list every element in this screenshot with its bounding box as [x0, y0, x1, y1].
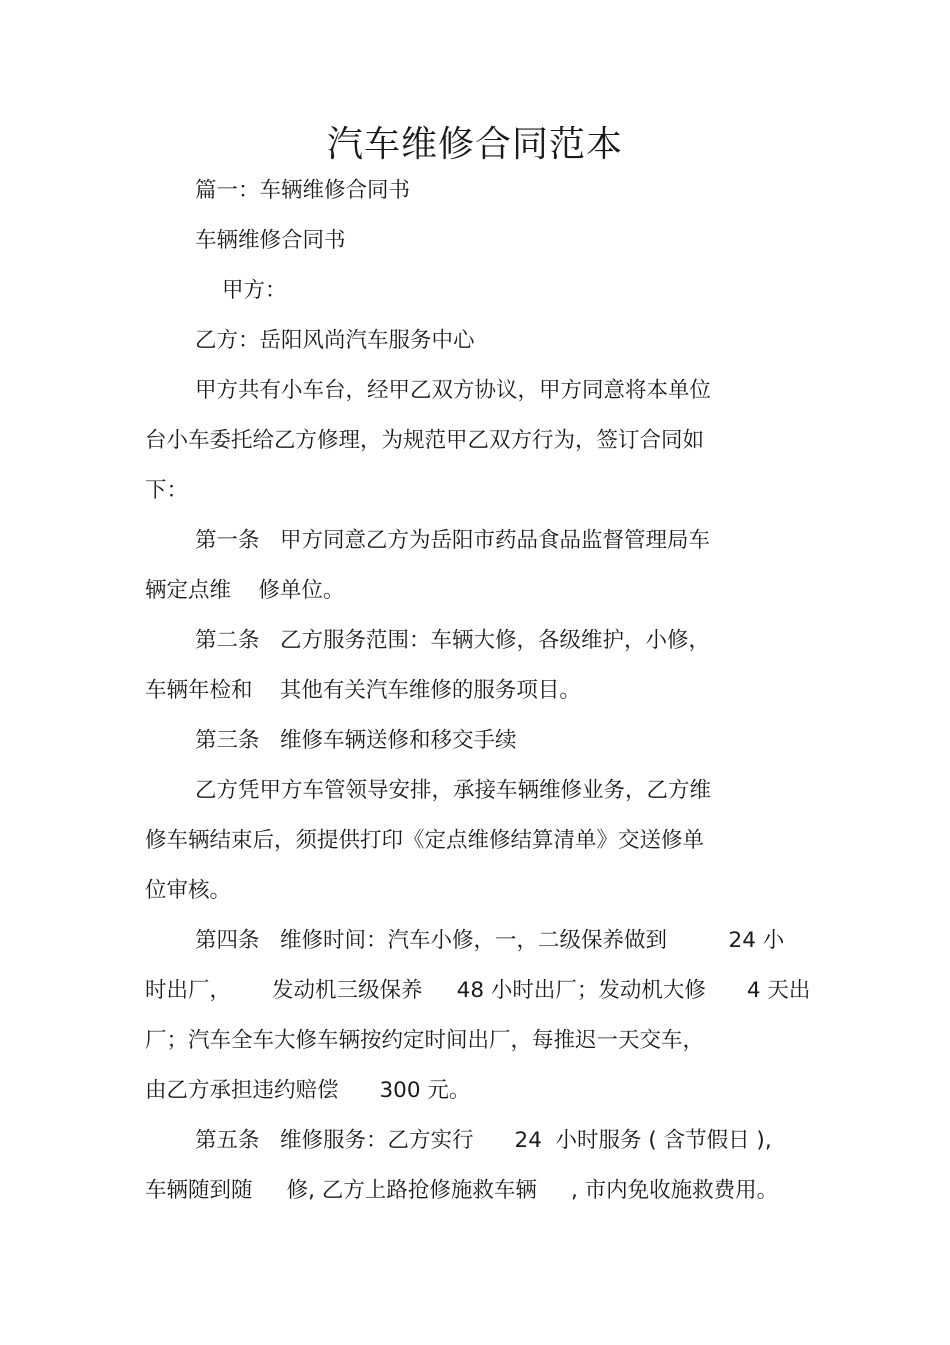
- paragraph-line: 台小车委托给乙方修理，为规范甲乙双方行为，签订合同如: [145, 428, 705, 453]
- article-1-line: 辆定点维 修单位。: [145, 578, 345, 603]
- article-4-line: 由乙方承担违约赔偿 300 元。: [145, 1078, 471, 1103]
- article-5-line: 车辆随到随 修, 乙方上路抢修施救车辆 , 市内免收施救费用。: [145, 1178, 779, 1203]
- section-heading: 篇一：车辆维修合同书: [195, 178, 411, 203]
- contract-name: 车辆维修合同书: [195, 228, 346, 253]
- article-4-line: 厂；汽车全车大修车辆按约定时间出厂，每推迟一天交车，: [145, 1028, 705, 1053]
- article-3-line: 位审核。: [145, 878, 232, 903]
- paragraph-line: 下：: [145, 478, 189, 503]
- paragraph-line: 甲方共有小车台，经甲乙双方协议，甲方同意将本单位: [195, 378, 712, 403]
- article-3-heading: 第三条 维修车辆送修和移交手续: [195, 728, 517, 753]
- article-2-line: 车辆年检和 其他有关汽车维修的服务项目。: [145, 678, 581, 703]
- document-title: 汽车维修合同范本: [326, 124, 623, 165]
- article-5-line: 第五条 维修服务：乙方实行 24 小时服务 ( 含节假日 ),: [195, 1128, 772, 1153]
- article-1-line: 第一条 甲方同意乙方为岳阳市药品食品监督管理局车: [195, 528, 711, 553]
- party-b: 乙方：岳阳风尚汽车服务中心: [195, 328, 475, 353]
- article-3-line: 修车辆结束后，须提供打印《定点维修结算清单》交送修单: [145, 828, 705, 853]
- article-2-line: 第二条 乙方服务范围：车辆大修，各级维护，小修，: [195, 628, 711, 653]
- article-4-line: 第四条 维修时间：汽车小修，一，二级保养做到 24 小: [195, 928, 785, 953]
- article-3-line: 乙方凭甲方车管领导安排，承接车辆维修业务，乙方维: [195, 778, 712, 803]
- article-4-line: 时出厂， 发动机三级保养 48 小时出厂；发动机大修 4 天出: [145, 978, 811, 1003]
- party-a: 甲方：: [222, 278, 287, 303]
